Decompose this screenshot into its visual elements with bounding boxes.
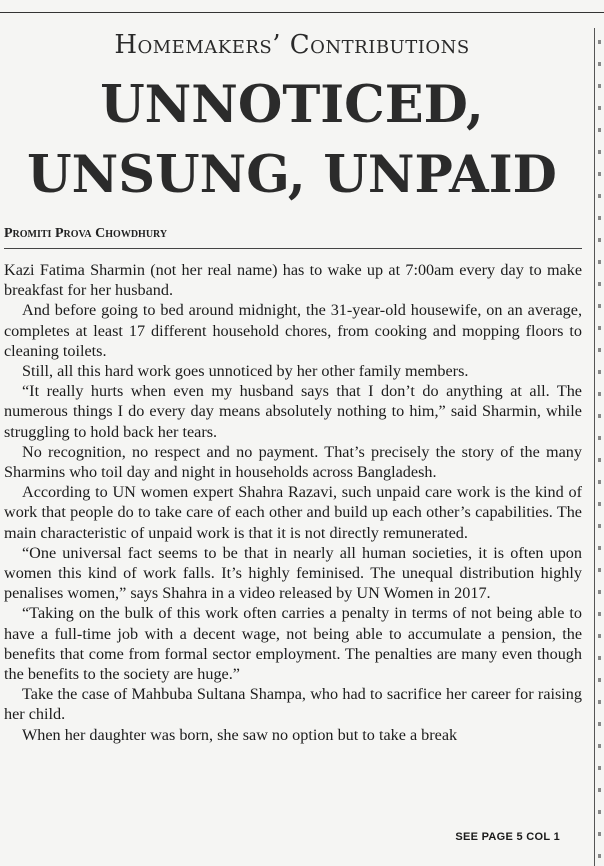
headline-line-2: UNSUNG, UNPAID [27, 145, 557, 205]
byline-rule [4, 248, 582, 249]
paragraph: When her daughter was born, she saw no option but to take a break [22, 725, 458, 744]
paragraph: Take the case of Mahbuba Sultana Shampa, who had to sacrifice her career for raising her child. [4, 685, 582, 724]
byline: Promiti Prova Chowdhury [4, 226, 168, 241]
adjacent-column-edge [598, 40, 604, 840]
paragraph: No recognition, no respect and no payment. That’s precisely the story of the many Sharmins who toil day and night in households across Bangladesh. [4, 442, 582, 482]
column-divider [594, 28, 595, 866]
paragraph: “Taking on the bulk of this work often carries a penalty in terms of not being able to have a full-time job with a decent wage, not being able to accumulate a pension, the benefits that come from formal sector employment. The penalties are many even though the benefits to the society are huge.” [4, 604, 582, 684]
article-body [4, 260, 582, 745]
article-headline [0, 70, 584, 210]
article-kicker: Homemakers’ Contributions [114, 30, 470, 60]
paragraph: “It really hurts when even my husband says that I don’t do anything at all. The numerous things I do every day means absolutely nothing to him,” said Sharmin, while struggling to hold back her tears. [4, 382, 582, 441]
paragraph: “One universal fact seems to be that in nearly all human societies, it is often upon women this kind of work falls. It’s highly feminised. The unequal distribution highly penalises women,” says Shahra in a video released by UN Women in 2017. [4, 543, 582, 603]
paragraph: Still, all this hard work goes unnoticed by her other family members. [22, 362, 469, 381]
paragraph: And before going to bed around midnight, the 31-year-old housewife, on an average, completes at least 17 different household chores, from cooking and mopping floors to cleaning toilets. [4, 301, 582, 360]
paragraph: According to UN women expert Shahra Razavi, such unpaid care work is the kind of work that people do to take care of each other and build up each other’s capabilities. The main characteristic of unpaid work is that it is not directly remunerated. [4, 483, 582, 542]
paragraph: Kazi Fatima Sharmin (not her real name) has to wake up at 7:00am every day to make breakfast for her husband. [4, 261, 582, 300]
headline-line-1: UNNOTICED, [100, 75, 484, 135]
continuation-jump: SEE PAGE 5 COL 1 [455, 831, 560, 843]
